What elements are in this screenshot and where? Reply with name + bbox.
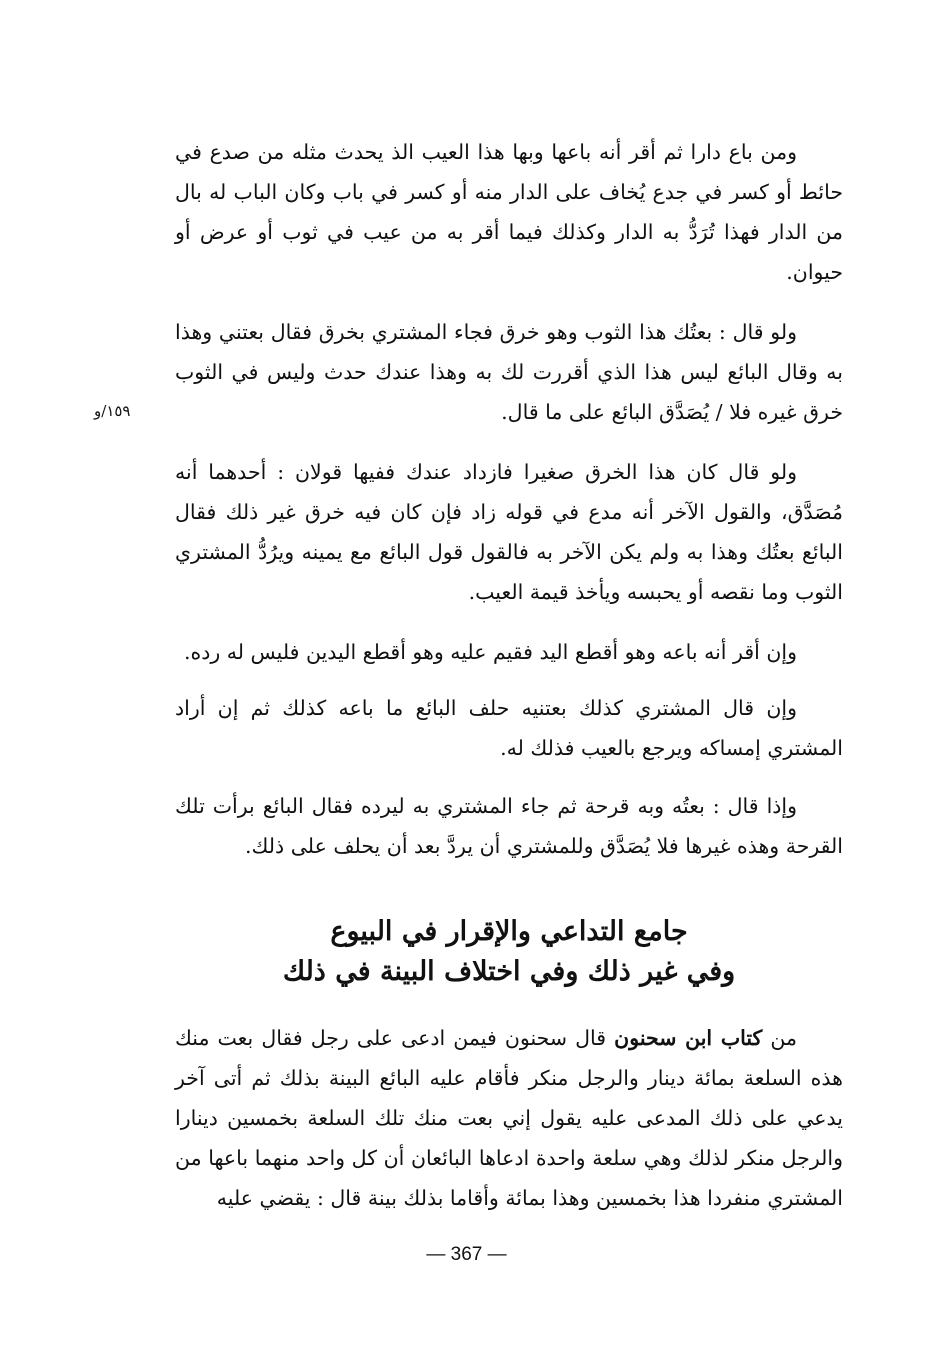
paragraph-5: وإن قال المشتري كذلك بعتنيه حلف البائع ما باعه كذلك ثم إن أراد المشتري إمساكه ويرجع بالعيب فذلك له. <box>175 696 843 760</box>
paragraph-3: ولو قال كان هذا الخرق صغيرا فازداد عندك ففيها قولان : أحدهما أنه مُصَدَّق، والقول الآخر أنه مدع في قوله زاد فإن كان فيه خرق غير ذلك فقال البائع بعتُك وهذا به ولم يكن الآخر به فالقول قول البائع مع يمينه ويرُدُّ المشتري الثوب وما نقصه أو يحبسه ويأخذ قيمة العيب. <box>175 460 843 604</box>
folio-margin-note: ١٥٩/و <box>94 402 131 420</box>
paragraph-4: وإن أقر أنه باعه وهو أقطع اليد فقيم عليه وهو أقطع اليدين فليس له رده. <box>183 640 797 664</box>
section-heading-line-2: وفي غير ذلك وفي اختلاف البينة في ذلك <box>282 956 736 987</box>
paragraph-7-text: قال سحنون فيمن ادعى على رجل فقال بعت منك هذه السلعة بمائة دينار والرجل منكر فأقام عليه البائع البينة بذلك ثم أتى آخر يدعي على ذلك المدعى عليه يقول إني بعت منك تلك السلعة بخمسين دينارا والرجل منكر لذلك وهي سلعة واحدة ادعاها البائعان أن كل واحد منهما باعها من المشتري منفردا هذا بخمسين وهذا بمائة وأقاما بذلك بينة قال : يقضي عليه <box>175 1026 843 1210</box>
source-book-title: كتاب ابن سحنون <box>614 1026 763 1050</box>
paragraph-1: ومن باع دارا ثم أقر أنه باعها وبها هذا العيب الذ يحدث مثله من صدع في حائط أو كسر في جدع يُخاف على الدار منه أو كسر في باب وكان الباب له بال من الدار فهذا تُرَدُّ به الدار وكذلك فيما أقر به من عيب في ثوب أو عرض أو حيوان. <box>175 140 843 284</box>
paragraph-6: وإذا قال : بعتُه وبه قرحة ثم جاء المشتري به ليرده فقال البائع برأت تلك القرحة وهذه غيرها فلا يُصَدَّق وللمشتري أن يردَّ بعد أن يحلف على ذلك. <box>175 794 843 858</box>
paragraph-7 <box>175 1018 843 1218</box>
section-heading-line-1: جامع التداعي والإقرار في البيوع <box>330 916 688 947</box>
page-number: — 367 — <box>426 1244 507 1265</box>
paragraph-2: ولو قال : بعتُك هذا الثوب وهو خرق فجاء المشتري بخرق فقال بعتني وهذا به وقال البائع ليس هذا الذي أقررت لك به وهذا عندك حدث وليس في الثوب خرق غيره فلا / يُصَدَّق البائع على ما قال. <box>175 320 843 424</box>
paragraph-7-lead: من <box>762 1026 797 1050</box>
